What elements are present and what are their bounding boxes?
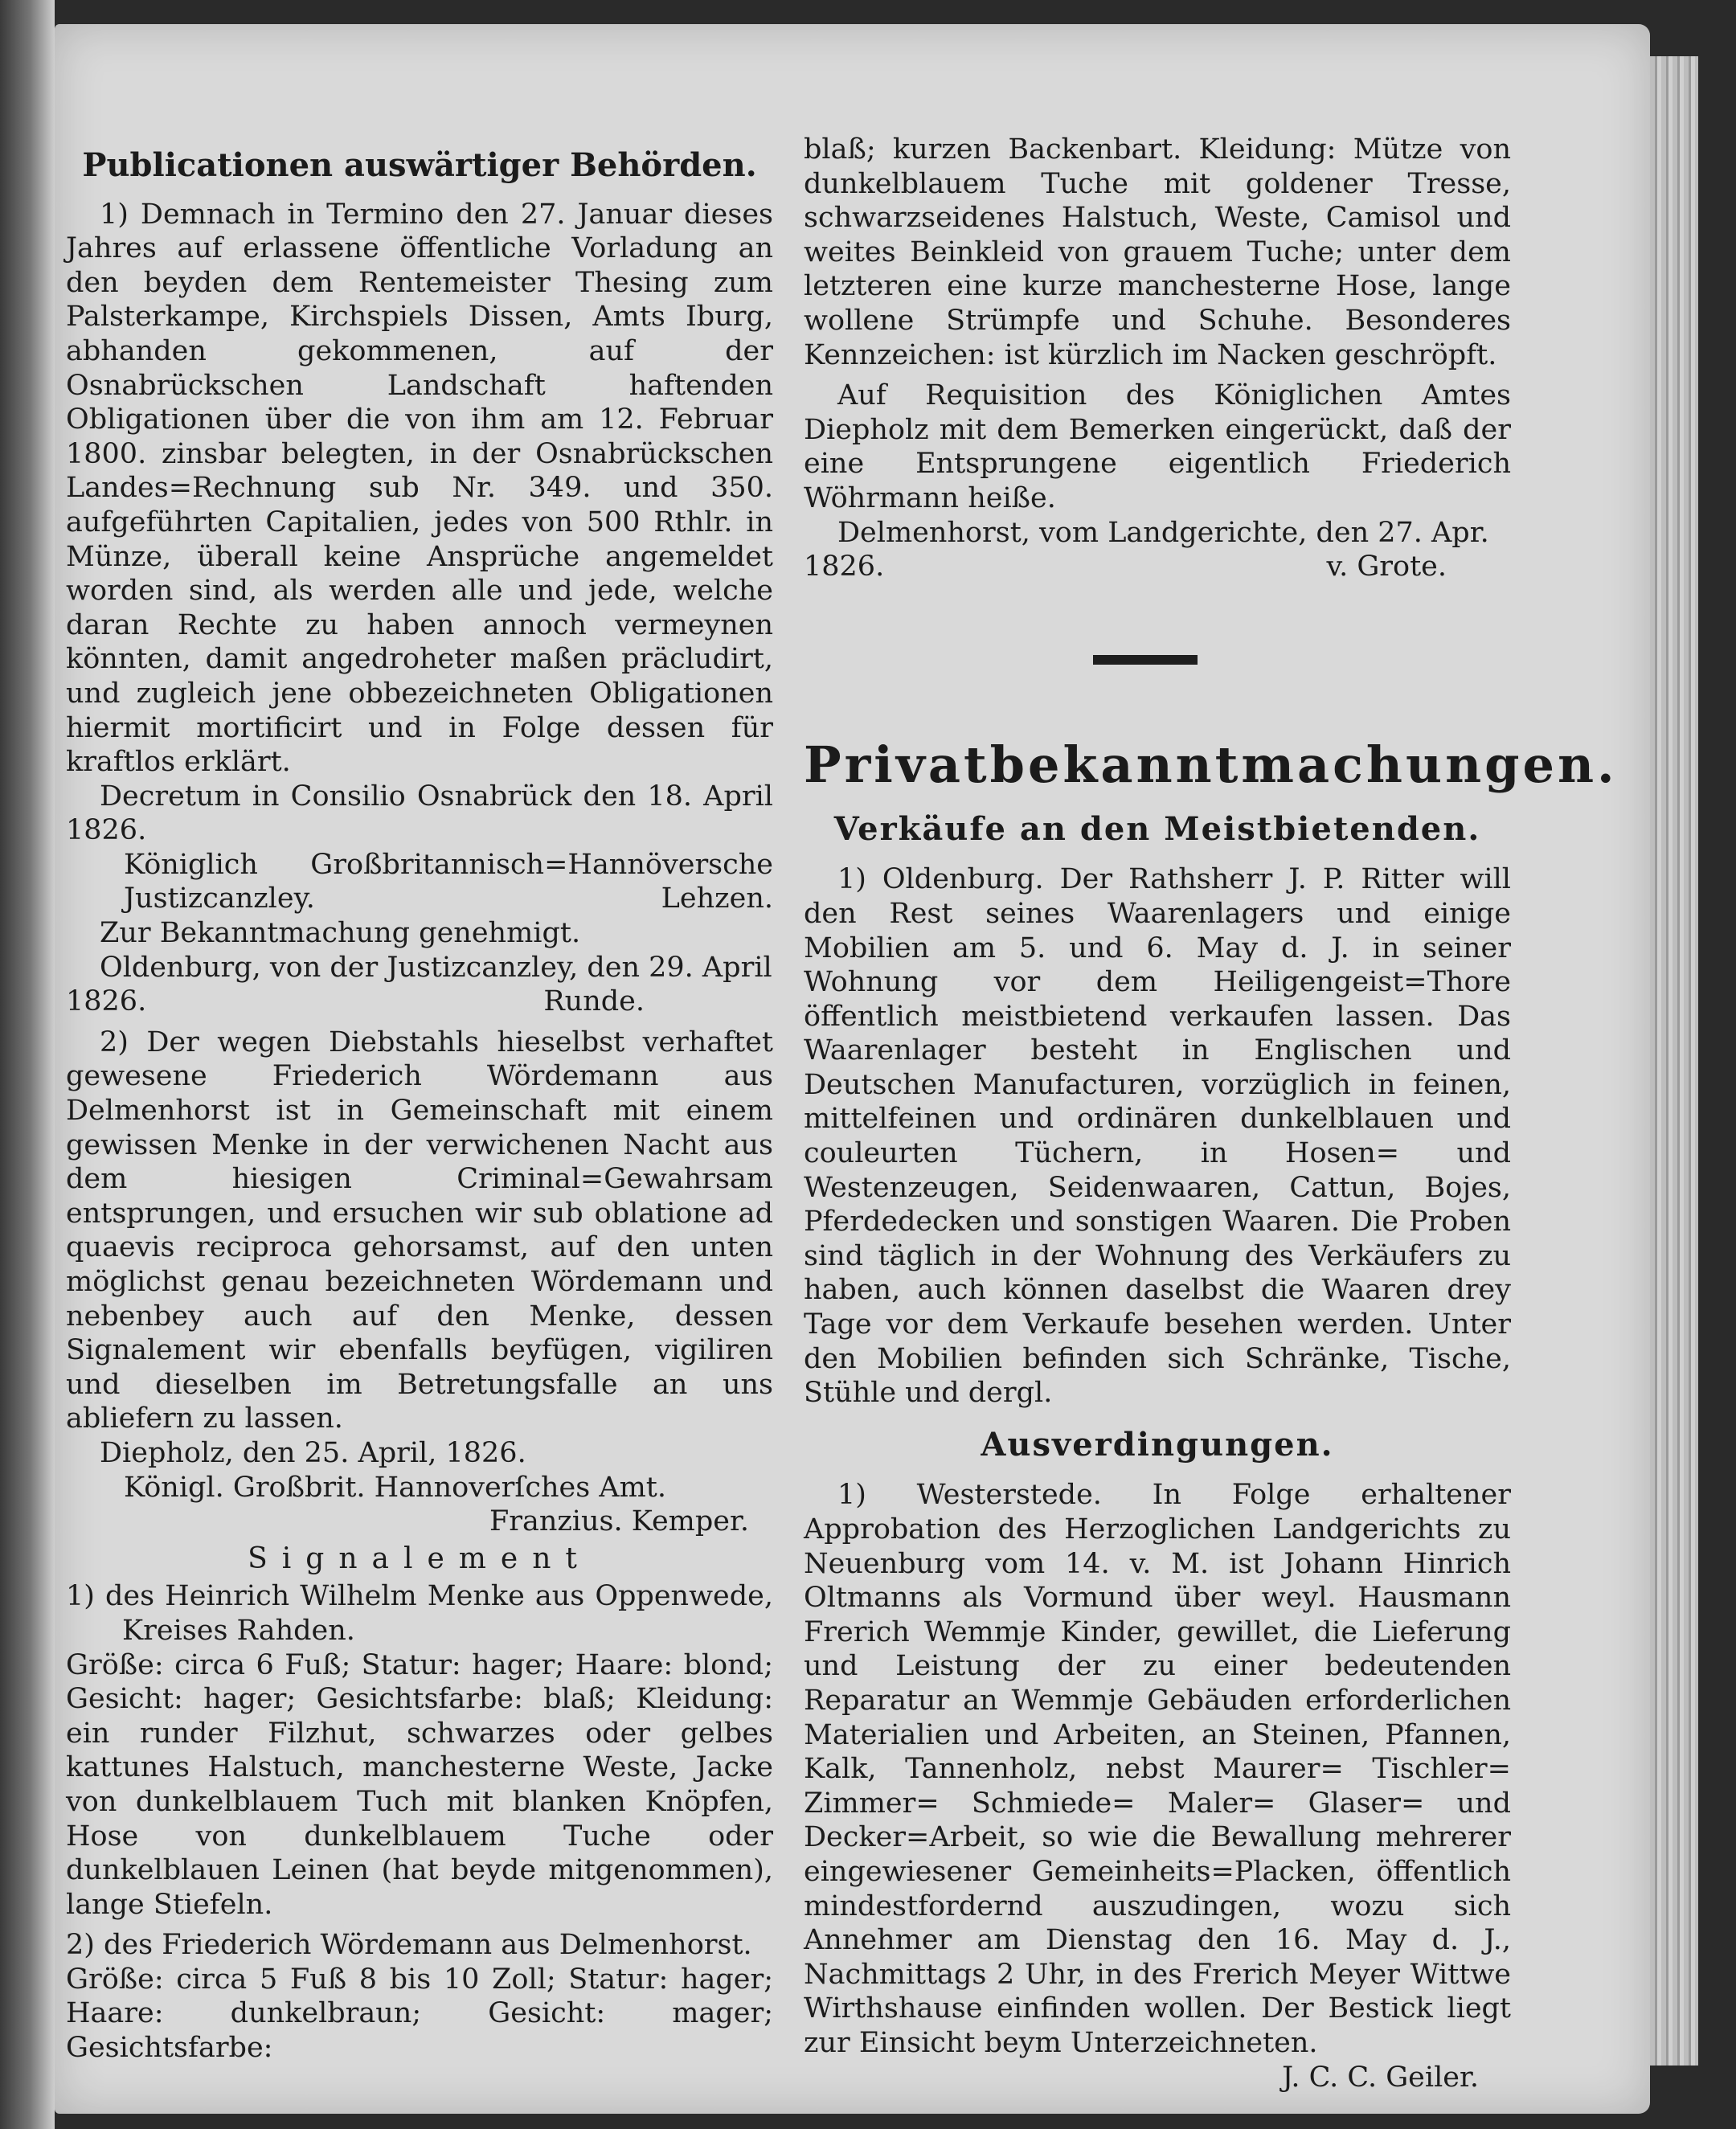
notice-1-approval: Zur Bekanntmachung genehmigt. — [100, 917, 581, 950]
signalement-2-description: Größe: circa 5 Fuß 8 bis 10 Zoll; Statur: hager; Haare: dunkelbraun; Gesicht: mager; Gesichtsfarbe: — [66, 1963, 773, 2065]
previous-page-edge — [0, 0, 55, 2129]
requisition-year: 1826. — [804, 551, 885, 583]
notice-2-date: Diepholz, den 25. April, 1826. — [100, 1436, 526, 1469]
notice-1-sig-name: Lehzen. — [661, 882, 773, 915]
section-heading-foreign-authorities: Publicationen auswärtiger Behörden. — [82, 146, 757, 184]
page-stack-edge — [1650, 56, 1698, 2066]
westerstede-tender-notice: 1) Westerstede. In Folge erhaltener Approbation des Herzoglichen Landgerichts zu Neuenburg vom 14. v. M. ist Johann Hinrich Oltmanns als Vormund über weyl. Hausmann Frerich Wemmje Kinder, gewillet, die Lieferung und Leistung der zu einer bedeutenden Reparatur an Wemmje Gebäuden erforderlichen Materialien und Arbeiten, an Steinen, Pfannen, Kalk, Tannenholz, nebst Maurer= Tischler= Zimmer= Schmiede= Maler= Glaser= und Decker=Arbeit, so wie die Bewallung mehrerer eingewiesener Gemeinheits=Placken, öffentlich mindestfordernd auszudingen, wozu sich Annehmer am Dienstag den 16. May d. J., Nachmittags 2 Uhr, in des Frerich Meyer Wittwe Wirthshause einfinden wollen. Der Bestick liegt zur Einsicht beym Unterzeichneten. — [804, 1479, 1511, 2059]
left-column — [66, 133, 773, 2066]
requisition-name: v. Grote. — [1326, 551, 1447, 583]
notice-2-sig-names: Franzius. Kemper. — [489, 1505, 749, 1538]
signalement-2-continuation: blaß; kurzen Backenbart. Kleidung: Mütze von dunkelblauem Tuche mit goldener Tresse, schwarzseidenes Halstuch, Weste, Camisol und weites Beinkleid von grauem Tuche; unter dem letzteren eine kurze manchesterne Hose, lange wollene Strümpfe und Schuhe. Besonderes Kennzeichen: ist kürzlich im Nacken geschröpft. — [804, 133, 1511, 371]
requisition-date: Delmenhorst, vom Landgerichte, den 27. Apr. — [837, 516, 1489, 549]
requisition-note: Auf Requisition des Königlichen Amtes Diepholz mit dem Bemerken eingerückt, daß der eine Entsprungene eigentlich Friederich Wöhrmann heiße. — [804, 379, 1511, 514]
signalement-1-name: 1) des Heinrich Wilhelm Menke aus Oppenwede, Kreises Rahden. — [66, 1580, 773, 1647]
tenders-heading: Ausverdingungen. — [981, 1425, 1334, 1464]
westerstede-signature: J. C. C. Geiler. — [1282, 2061, 1479, 2094]
auction-sales-heading: Verkäufe an den Meistbietenden. — [833, 809, 1481, 848]
notice-1-text: 1) Demnach in Termino den 27. Januar dieses Jahres auf erlassene öffentliche Vorladung an den beyden dem Rentemeister Thesing zum Palsterkampe, Kirchspiels Dissen, Amts Iburg, abhanden gekommenen, auf der Osnabrückschen Landschaft haftenden Obligationen über die von ihm am 12. Februar 1800. zinsbar belegten, in der Osnabrückschen Landes=Rechnung sub Nr. 349. und 350. aufgeführten Capitalien, jedes von 500 Rthlr. in Münze, überall keine Ansprüche angemeldet worden sind, als werden alle und jede, welche daran Rechte zu haben annoch vermeynen könnten, damit angedroheter maßen präcludirt, und zugleich jene obbezeichneten Obligationen hiermit mortificirt und in Folge dessen für kraftlos erklärt. — [66, 198, 773, 779]
signalement-heading: Signalement — [248, 1541, 592, 1575]
notice-1-approval-place: Oldenburg, von der Justizcanzley, den 29. April — [100, 951, 772, 984]
private-announcements-heading: Privatbekanntmachungen. — [804, 735, 1618, 794]
signalement-1-description: Größe: circa 6 Fuß; Statur: hager; Haare: blond; Gesicht: hager; Gesichtsfarbe: blaß; Kleidung: ein runder Filzhut, schwarzes oder gelbes kattunes Halstuch, manchesterne Weste, Jacke von dunkelblauem Tuch mit blanken Knöpfen, Hose von dunkelblauem Tuche oder dunkelblauen Leinen (hat beyde mitgenommen), lange Stiefeln. — [66, 1648, 773, 1921]
notice-2-sig-authority: Königl. Großbrit. Hannoverſches Amt. — [124, 1471, 666, 1504]
requisition-signoff — [804, 550, 1511, 584]
notice-1-approval-signoff — [66, 985, 773, 1019]
oldenburg-sale-notice: 1) Oldenburg. Der Rathsherr J. P. Ritter will den Rest seines Waarenlagers und einige Mobilien am 5. und 6. May d. J. in seiner Wohnung vor dem Heiligengeist=Thore öffentlich meistbietend verkaufen lassen. Das Waarenlager besteht in Englischen und Deutschen Manufacturen, vorzüglich in feinen, mittelfeinen und ordinären dunkelblauen und couleurten Tüchern, in Hosen= und Westenzeugen, Seidenwaaren, Cattun, Bojes, Pferdedecken und sonstigen Waaren. Die Proben sind täglich in der Wohnung des Verkäufers zu haben, auch können daselbst die Waaren drey Tage vor dem Verkaufe besehen werden. Unter den Mobilien befinden sich Schränke, Tische, Stühle und dergl. — [804, 863, 1511, 1410]
notice-1-approval-year: 1826. — [66, 985, 147, 1018]
signalement-2-name: 2) des Friederich Wördemann aus Delmenhorst. — [66, 1929, 752, 1962]
notice-1-approval-name: Runde. — [543, 985, 645, 1018]
notice-2-text: 2) Der wegen Diebstahls hieselbst verhaftet gewesene Friederich Wördemann aus Delmenhorst ist in Gemeinschaft mit einem gewissen Menke in der verwichenen Nacht aus dem hiesigen Criminal=Gewahrsam entsprungen, und ersuchen wir sub oblatione ad quaevis reciproca gehorsamst, auf den unten möglichst genau bezeichneten Wördemann und nebenbey auch auf den Menke, dessen Signalement wir ebenfalls beyfügen, vigiliren und dieselben im Betretungsfalle an uns abliefern zu lassen. — [66, 1026, 773, 1435]
notice-1-date: Decretum in Consilio Osnabrück den 18. April 1826. — [66, 780, 773, 847]
separator-rule — [1093, 655, 1198, 665]
notice-1-sig-authority-text: Königlich Großbritannisch=Hannöversche Justizcanzley. — [124, 848, 773, 915]
notice-1-signature-authority — [66, 848, 773, 916]
right-column — [804, 133, 1618, 2094]
section-separator — [804, 584, 1511, 737]
